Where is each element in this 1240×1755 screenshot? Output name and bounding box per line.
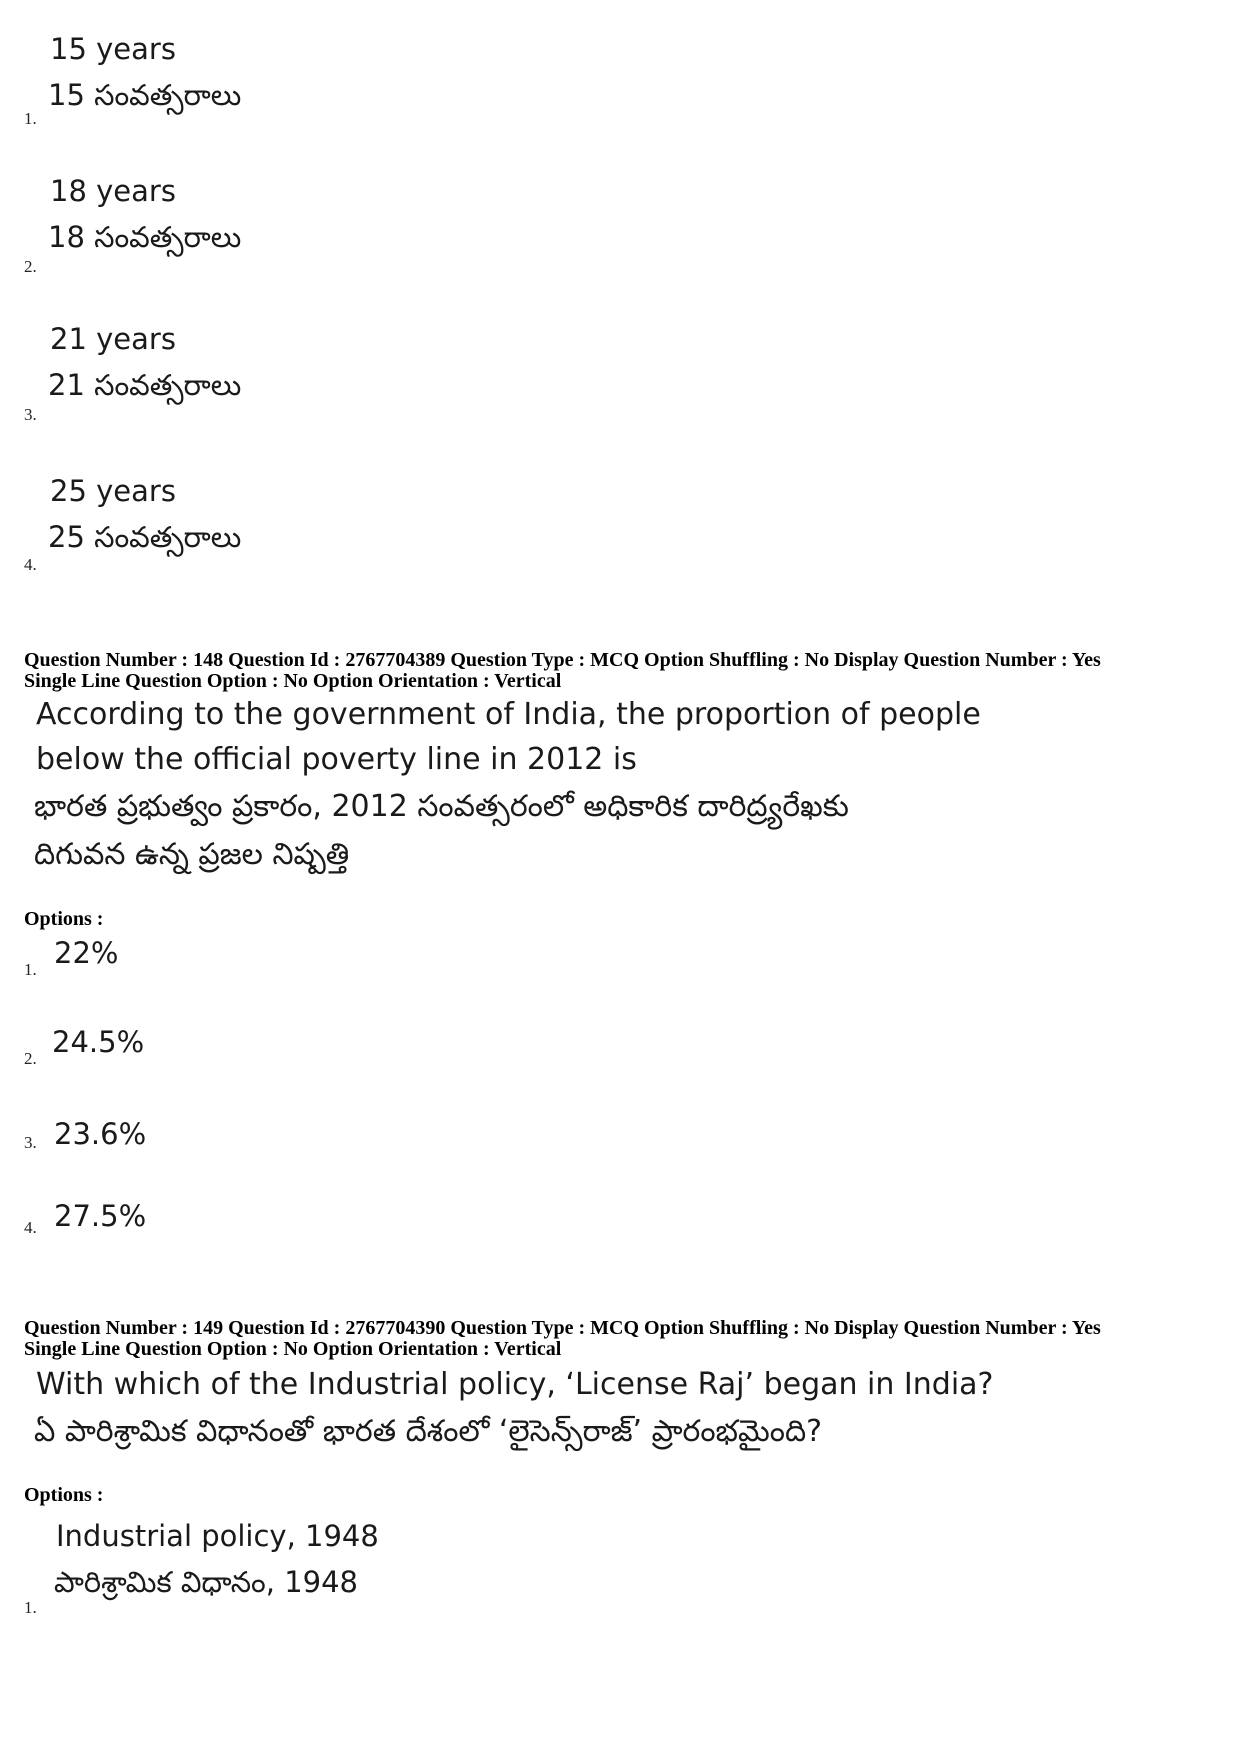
q148-option-3-number: 3.: [24, 1133, 37, 1152]
q148-option-2-text: 24.5%: [52, 1025, 145, 1059]
q148-option-4-text: 27.5%: [54, 1199, 147, 1233]
q148-question-en-line-1: According to the government of India, the proportion of people: [36, 697, 981, 732]
q148-options-label: Options :: [24, 908, 104, 930]
prev-option-4-te: 25 సంవత్సరాలు: [48, 520, 242, 554]
q149-question-en: With which of the Industrial policy, ‘License Raj’ began in India?: [36, 1367, 994, 1402]
q148-option-1-text: 22%: [54, 936, 119, 970]
q149-meta-line-2: Single Line Question Option : No Option Orientation : Vertical: [24, 1338, 562, 1360]
q148-question-en-line-2: below the official poverty line in 2012 is: [36, 742, 637, 777]
prev-option-3-te: 21 సంవత్సరాలు: [48, 368, 242, 402]
prev-option-1-number: 1.: [24, 109, 37, 128]
prev-option-1-te: 15 సంవత్సరాలు: [48, 78, 242, 112]
q148-option-3-text: 23.6%: [54, 1117, 147, 1151]
prev-option-3-en: 21 years: [50, 322, 176, 356]
q148-question-te-line-1: భారత ప్రభుత్వం ప్రకారం, 2012 సంవత్సరంలో అధికారిక దారిద్ర్యరేఖకు: [34, 789, 849, 824]
prev-option-4-number: 4.: [24, 555, 37, 574]
prev-option-1-en: 15 years: [50, 32, 176, 66]
q149-option-1-number: 1.: [24, 1598, 37, 1617]
q148-option-2-number: 2.: [24, 1049, 37, 1068]
q148-meta-line-1: Question Number : 148 Question Id : 2767704389 Question Type : MCQ Option Shuffling : No Display Question Number : Yes: [24, 649, 1101, 671]
prev-option-4-en: 25 years: [50, 474, 176, 508]
prev-option-2-en: 18 years: [50, 174, 176, 208]
q148-question-te-line-2: దిగువన ఉన్న ప్రజల నిష్పత్తి: [34, 837, 350, 872]
q148-option-4-number: 4.: [24, 1218, 37, 1237]
q149-option-1-en: Industrial policy, 1948: [56, 1519, 379, 1553]
q149-option-1-te: పారిశ్రామిక విధానం, 1948: [54, 1565, 358, 1599]
q148-meta-line-2: Single Line Question Option : No Option Orientation : Vertical: [24, 670, 562, 692]
prev-option-3-number: 3.: [24, 405, 37, 424]
prev-option-2-te: 18 సంవత్సరాలు: [48, 220, 242, 254]
q148-option-1-number: 1.: [24, 960, 37, 979]
prev-option-2-number: 2.: [24, 257, 37, 276]
q149-meta-line-1: Question Number : 149 Question Id : 2767704390 Question Type : MCQ Option Shuffling : No Display Question Number : Yes: [24, 1317, 1101, 1339]
q149-options-label: Options :: [24, 1484, 104, 1506]
q149-question-te: ఏ పారిశ్రామిక విధానంతో భారత దేశంలో ‘లైసెన్స్‌రాజ్’ ప్రారంభమైంది?: [34, 1414, 823, 1449]
